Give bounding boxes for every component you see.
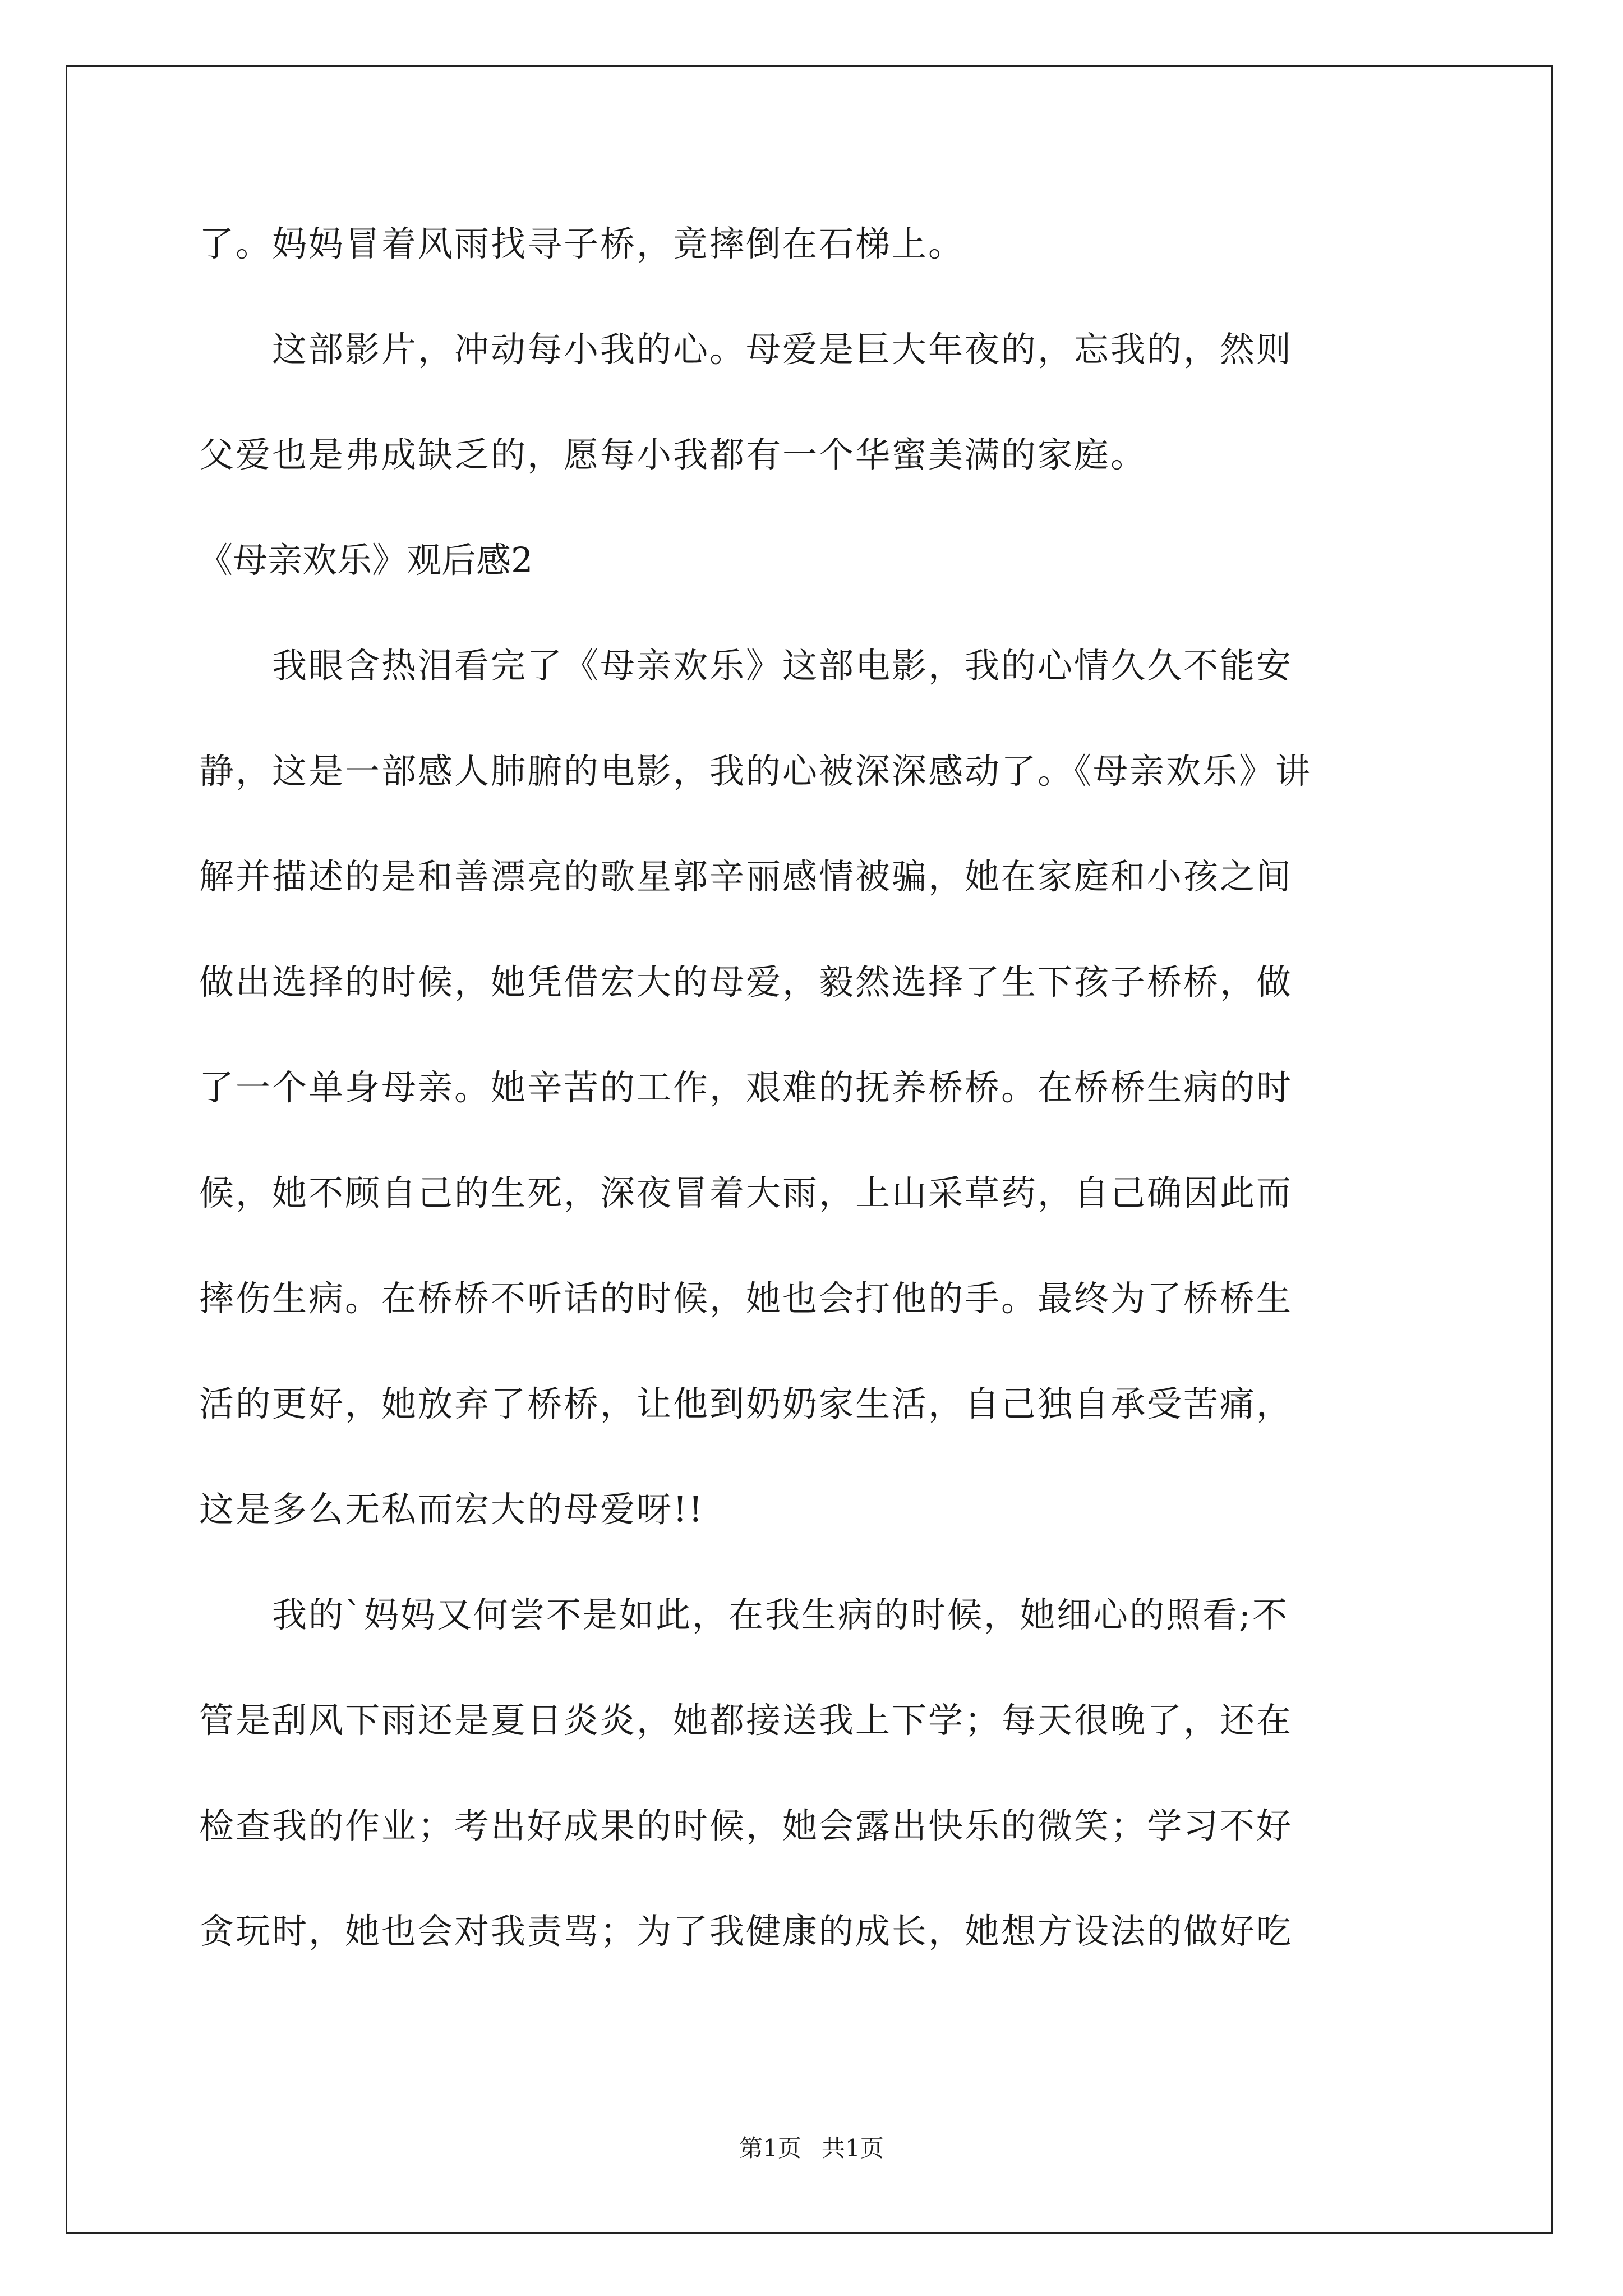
paragraph-start: 我的`妈妈又何尝不是如此，在我生病的时候，她细心的照看;不: [272, 1594, 1289, 1635]
text-line: 了。妈妈冒着风雨找寻子桥，竟摔倒在石梯上。: [199, 223, 965, 264]
text-line: 了一个单身母亲。她辛苦的工作，艰难的抚养桥桥。在桥桥生病的时: [199, 1067, 1293, 1108]
text-line: 活的更好，她放弃了桥桥，让他到奶奶家生活，自己独自承受苦痛，: [199, 1383, 1293, 1424]
text-line: 父爱也是弗成缺乏的，愿每小我都有一个华蜜美满的家庭。: [199, 434, 1147, 475]
text-line: 候，她不顾自己的生死，深夜冒着大雨，上山采草药，自己确因此而: [199, 1172, 1293, 1213]
section-heading: 《母亲欢乐》观后感2: [198, 540, 533, 581]
paragraph-start: 这部影片，冲动每小我的心。母爱是巨大年夜的，忘我的，然则: [272, 329, 1293, 370]
paragraph-start: 我眼含热泪看完了《母亲欢乐》这部电影，我的心情久久不能安: [272, 645, 1293, 686]
page-footer: [0, 2132, 1623, 2165]
text-line: 检查我的作业；考出好成果的时候，她会露出快乐的微笑；学习不好: [199, 1805, 1293, 1846]
page-total: 共1页: [822, 2134, 884, 2162]
text-line: 摔伤生病。在桥桥不听话的时候，她也会打他的手。最终为了桥桥生: [199, 1278, 1293, 1319]
document-body: [199, 210, 1422, 2003]
text-line: 贪玩时，她也会对我责骂；为了我健康的成长，她想方设法的做好吃: [199, 1911, 1293, 1952]
text-line: 这是多么无私而宏大的母爱呀!!: [199, 1489, 704, 1530]
text-line: 做出选择的时候，她凭借宏大的母爱，毅然选择了生下孩子桥桥，做: [199, 961, 1293, 1002]
text-line: 管是刮风下雨还是夏日炎炎，她都接送我上下学；每天很晚了，还在: [199, 1700, 1293, 1741]
page-number: 第1页: [739, 2134, 801, 2162]
text-line: 静，这是一部感人肺腑的电影，我的心被深深感动了。《母亲欢乐》讲: [199, 751, 1312, 792]
text-line: 解并描述的是和善漂亮的歌星郭辛丽感情被骗，她在家庭和小孩之间: [199, 856, 1293, 897]
